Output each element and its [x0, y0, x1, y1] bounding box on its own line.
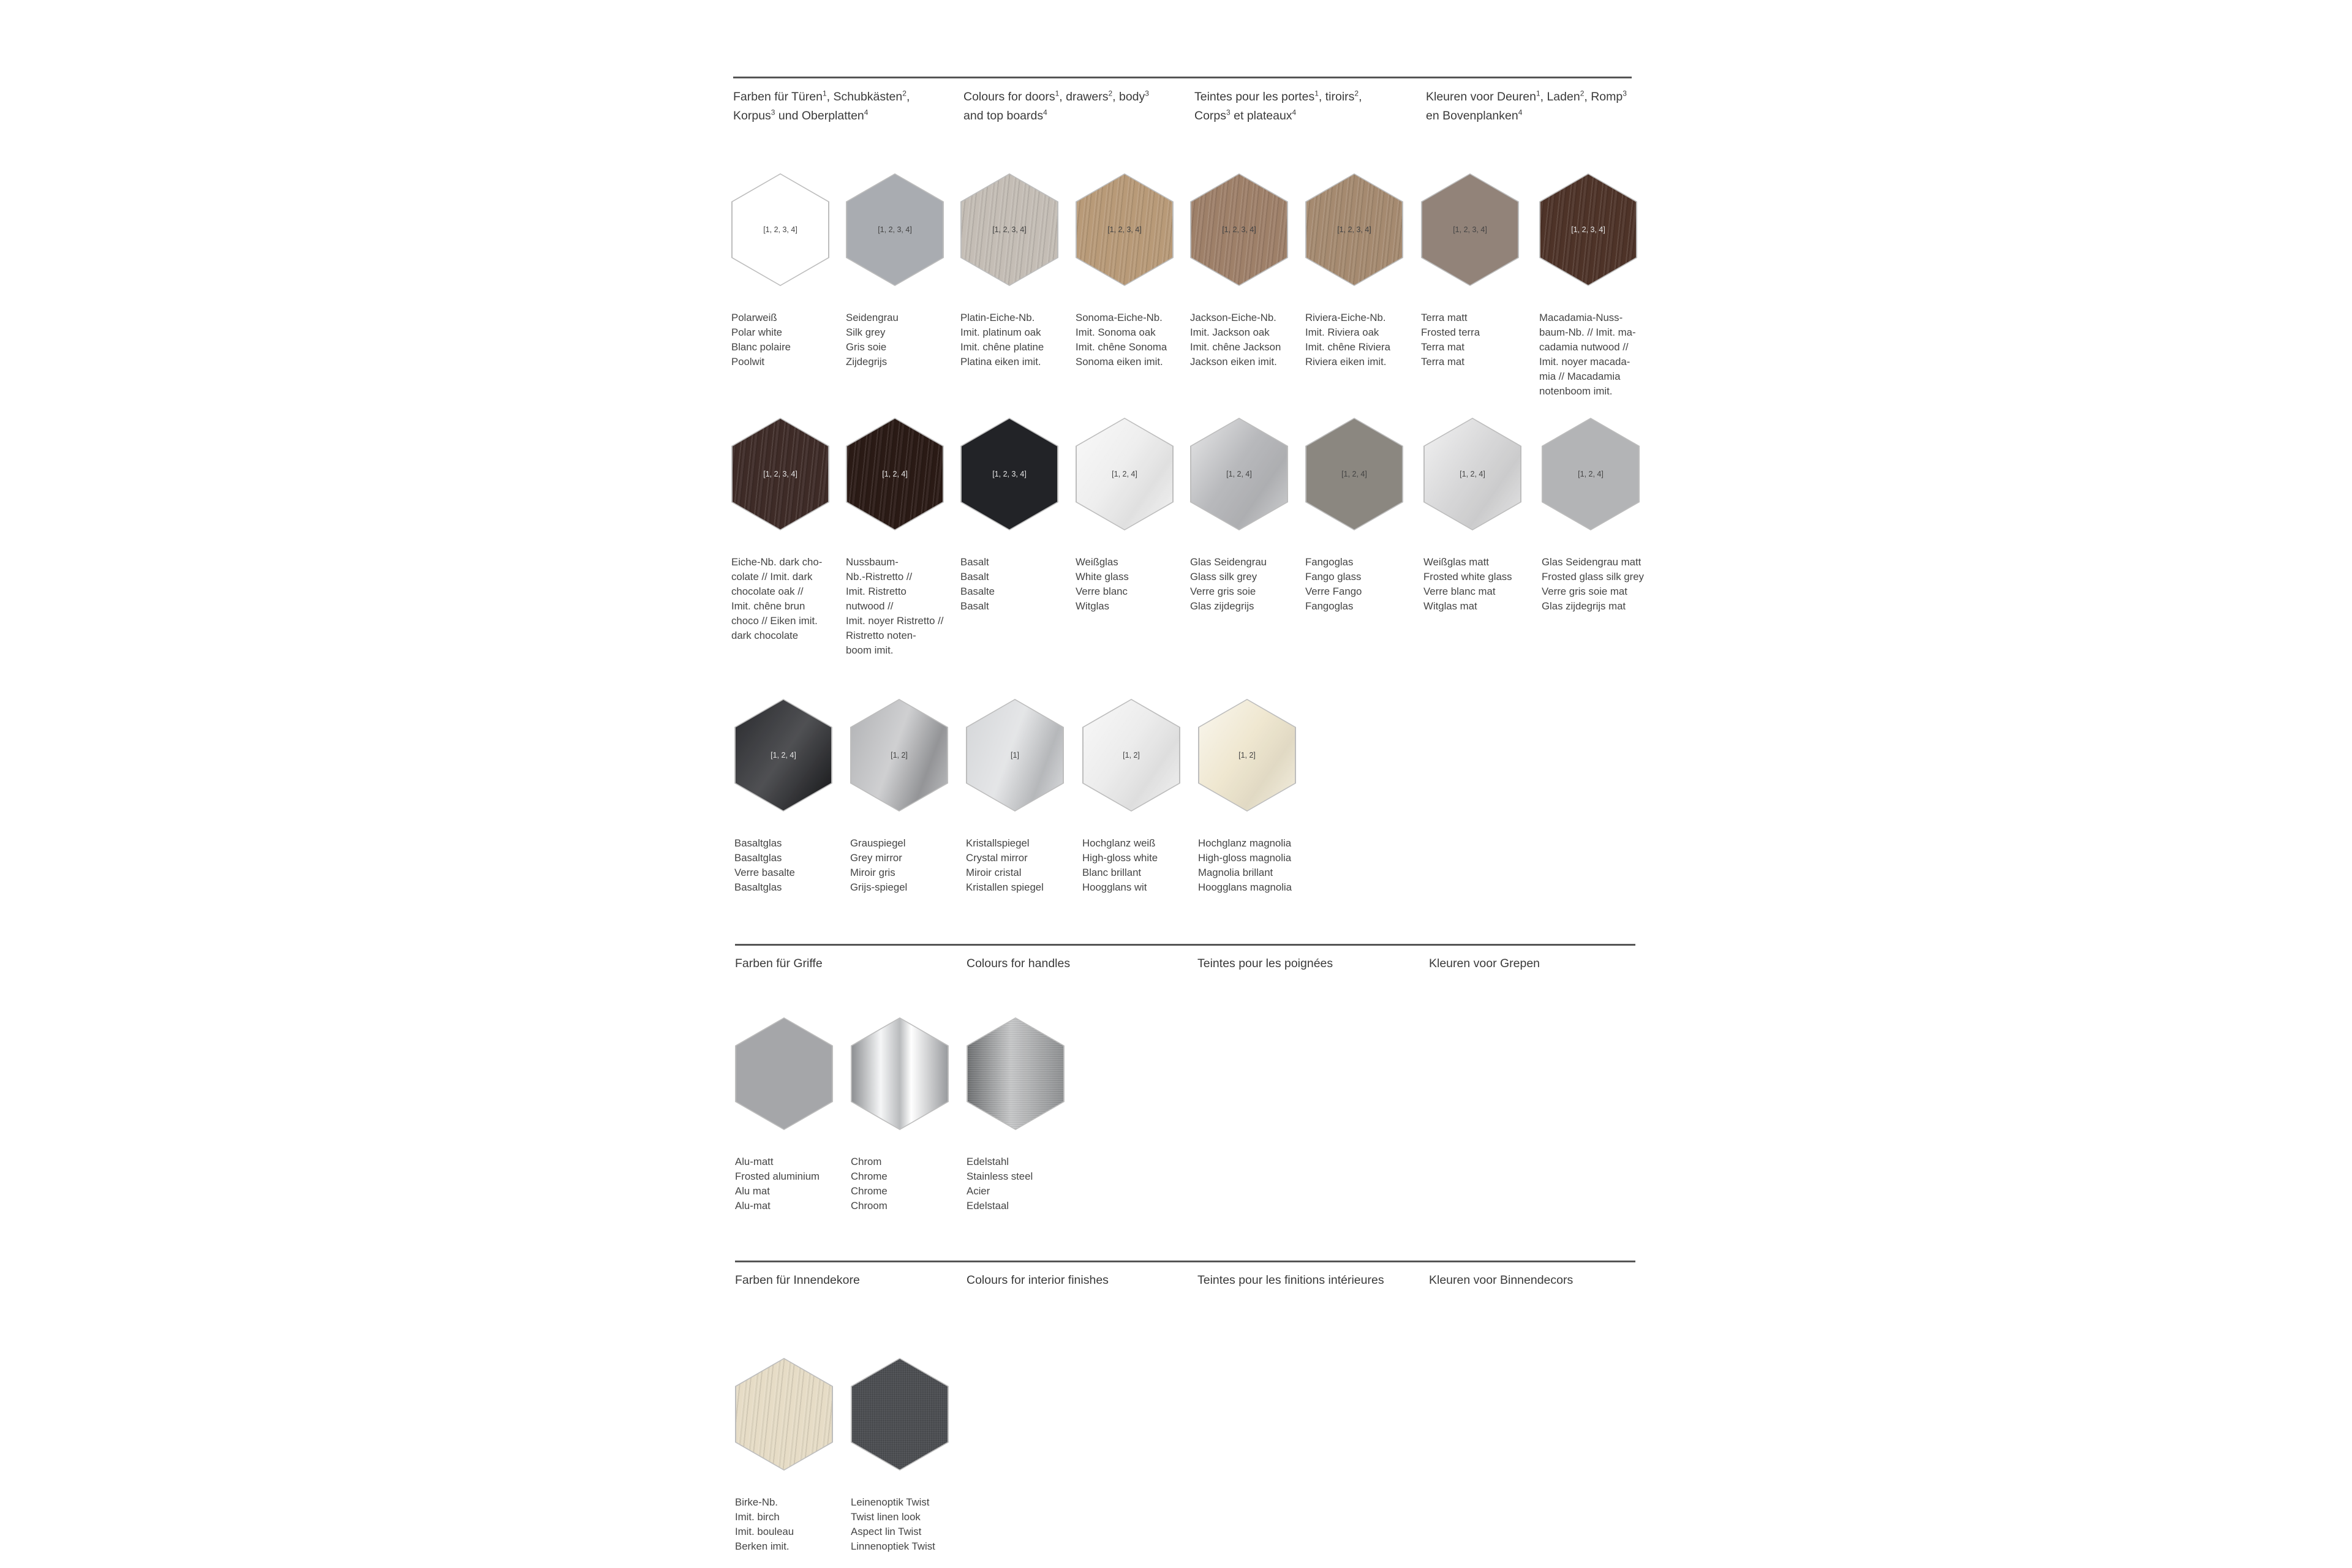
header-text: , Romp: [1584, 90, 1623, 104]
section-header-nl: [1426, 88, 1627, 126]
header-text: Teintes pour les poignées: [1197, 957, 1333, 970]
swatch-name-line: Imit. Ristretto: [846, 586, 907, 597]
colour-swatch: [1190, 173, 1291, 369]
header-text: Corps: [1194, 109, 1227, 123]
section-divider: [735, 1261, 1635, 1262]
swatch-name-line: Miroir gris: [850, 867, 895, 878]
swatch-names: [1421, 311, 1522, 369]
swatch-name-line: Grauspiegel: [850, 837, 906, 849]
hexagon-sample: [1076, 418, 1174, 530]
swatch-name-line: Fangoglas: [1305, 600, 1354, 612]
hexagon-sample: [731, 418, 829, 530]
swatch-name-line: Magnolia brillant: [1198, 867, 1273, 878]
header-text: Colours for doors: [963, 90, 1055, 104]
hexagon-sample: [960, 173, 1058, 286]
swatch-name-line: Imit. bouleau: [735, 1526, 794, 1537]
hexagon-sample: [967, 1017, 1065, 1130]
swatch-name-line: Riviera eiken imit.: [1305, 356, 1387, 368]
colour-swatch: [734, 699, 835, 895]
swatch-name-line: Birke-Nb.: [735, 1496, 778, 1508]
swatch-name-line: Terra mat: [1421, 356, 1464, 368]
header-text: , tiroirs: [1318, 90, 1355, 104]
hexagon-sample: [1190, 418, 1288, 530]
swatch-name-line: Twist linen look: [851, 1511, 921, 1523]
hexagon-fill: [736, 1359, 832, 1469]
swatch-name-line: Jackson eiken imit.: [1190, 356, 1277, 368]
colour-swatch: [846, 418, 947, 658]
footnote-marker: 1: [1055, 89, 1060, 98]
swatch-name-line: Sonoma-Eiche-Nb.: [1076, 312, 1163, 323]
swatch-name-line: Witglas mat: [1423, 600, 1477, 612]
footnote-marker: 2: [1108, 89, 1113, 98]
swatch-names: [735, 1495, 836, 1554]
swatch-name-line: Linnenoptiek Twist: [851, 1540, 935, 1552]
usage-code: [1, 2, 4]: [1112, 470, 1137, 478]
hexagon-sample: [735, 1017, 833, 1130]
swatch-name-line: Verre gris soie: [1190, 586, 1256, 597]
swatch-names: [1190, 311, 1291, 369]
swatch-name-line: Alu-mat: [735, 1200, 771, 1212]
hexagon-sample: [1076, 173, 1174, 286]
swatch-name-line: Basalt: [960, 571, 989, 582]
swatch-name-line: Polarweiß: [731, 312, 777, 323]
swatch-name-line: Grey mirror: [850, 852, 902, 864]
swatch-name-line: Imit. chêne Riviera: [1305, 341, 1390, 353]
footnote-marker: 3: [1145, 89, 1149, 98]
footnote-marker: 4: [1292, 108, 1297, 117]
swatch-name-line: Nb.-Ristretto //: [846, 571, 913, 582]
swatch-name-line: Edelstaal: [967, 1200, 1009, 1212]
swatch-name-line: Aspect lin Twist: [851, 1526, 922, 1537]
header-text: , Laden: [1540, 90, 1580, 104]
header-text: Colours for interior finishes: [967, 1273, 1109, 1287]
swatch-names: [1305, 555, 1406, 614]
swatch-names: [960, 311, 1061, 369]
swatch-name-line: Basaltglas: [734, 852, 782, 864]
usage-code: [1, 2]: [1123, 751, 1140, 760]
colour-swatch: [1082, 699, 1183, 895]
swatch-name-line: Zijdegrijs: [846, 356, 888, 368]
section-header-fr: [1197, 1271, 1384, 1290]
swatch-name-line: Glas Seidengrau: [1190, 556, 1267, 568]
swatch-name-line: Imit. Sonoma oak: [1076, 326, 1156, 338]
colour-swatch: [731, 173, 832, 369]
header-text: Farben für Innendekore: [735, 1273, 860, 1287]
swatch-name-line: Poolwit: [731, 356, 765, 368]
swatch-name-line: Chrome: [851, 1185, 888, 1197]
swatch-name-line: Berken imit.: [735, 1540, 790, 1552]
swatch-name-line: boom imit.: [846, 644, 894, 656]
section-header-de: [735, 954, 823, 973]
swatch-names: [850, 836, 951, 895]
colour-swatch: [1305, 418, 1406, 614]
usage-code: [1]: [1011, 751, 1019, 760]
usage-code: [1, 2, 4]: [1341, 470, 1367, 478]
hexagon-sample: [1539, 173, 1637, 286]
swatch-name-line: Gris soie: [846, 341, 887, 353]
swatch-name-line: Imit. platinum oak: [960, 326, 1041, 338]
swatch-name-line: Chroom: [851, 1200, 888, 1212]
usage-code: [1, 2, 3, 4]: [992, 470, 1027, 478]
swatch-name-line: Basaltglas: [734, 881, 782, 893]
usage-code: [1, 2, 3, 4]: [763, 470, 797, 478]
swatch-names: [735, 1155, 836, 1213]
hexagon-sample: [1082, 699, 1180, 812]
hexagon-fill: [852, 1019, 948, 1129]
colour-swatch: [960, 418, 1061, 614]
footnote-marker: 2: [1580, 89, 1585, 98]
header-text: Kleuren voor Grepen: [1429, 957, 1540, 970]
swatch-name-line: Blanc polaire: [731, 341, 791, 353]
usage-code: [1, 2]: [1238, 751, 1256, 760]
swatch-name-line: Leinenoptik Twist: [851, 1496, 930, 1508]
footnote-marker: 2: [1354, 89, 1359, 98]
swatch-name-line: Alu-matt: [735, 1156, 774, 1167]
swatch-name-line: nutwood //: [846, 600, 894, 612]
swatch-name-line: Imit. chêne brun: [731, 600, 805, 612]
swatch-names: [1423, 555, 1525, 614]
hexagon-sample: [731, 173, 829, 286]
hexagon-fill: [968, 1019, 1063, 1129]
footnote-marker: 1: [1536, 89, 1540, 98]
swatch-name-line: dark chocolate: [731, 630, 799, 641]
usage-code: [1, 2, 4]: [1460, 470, 1485, 478]
swatch-name-line: Basalt: [960, 600, 989, 612]
colour-swatch: [1423, 418, 1525, 614]
swatch-name-line: colate // Imit. dark: [731, 571, 813, 582]
swatch-name-line: Imit. birch: [735, 1511, 780, 1523]
footnote-marker: 4: [1043, 108, 1047, 117]
usage-code: [1, 2, 3, 4]: [1222, 225, 1256, 234]
swatch-name-line: Terra mat: [1421, 341, 1464, 353]
usage-code: [1, 2, 4]: [882, 470, 908, 478]
swatch-name-line: Stainless steel: [967, 1170, 1033, 1182]
usage-code: [1, 2, 3, 4]: [1107, 225, 1142, 234]
swatch-name-line: Hoogglans magnolia: [1198, 881, 1292, 893]
colour-swatch: [851, 1358, 952, 1554]
swatch-name-line: Frosted white glass: [1423, 571, 1512, 582]
section-header-nl: [1429, 1271, 1573, 1290]
hexagon-sample: [960, 418, 1058, 530]
hexagon-fill: [736, 1019, 832, 1129]
swatch-names: [846, 555, 947, 658]
swatch-names: [966, 836, 1067, 895]
swatch-name-line: High-gloss magnolia: [1198, 852, 1292, 864]
swatch-name-line: notenboom imit.: [1539, 385, 1613, 397]
hexagon-sample: [851, 1358, 949, 1471]
header-text: Colours for handles: [967, 957, 1071, 970]
header-text: en Bovenplanken: [1426, 109, 1518, 123]
header-text: and top boards: [963, 109, 1044, 123]
usage-code: [1, 2, 4]: [1226, 470, 1252, 478]
swatch-name-line: Edelstahl: [967, 1156, 1009, 1167]
swatch-names: [1076, 555, 1177, 614]
hexagon-sample: [735, 1358, 833, 1471]
swatch-name-line: Weißglas: [1076, 556, 1118, 568]
swatch-name-line: Basaltglas: [734, 837, 782, 849]
swatch-name-line: Frosted terra: [1421, 326, 1480, 338]
footnote-marker: 4: [1518, 108, 1523, 117]
usage-code: [1, 2, 3, 4]: [1453, 225, 1487, 234]
swatch-name-line: Hochglanz weiß: [1082, 837, 1156, 849]
swatch-names: [731, 555, 832, 643]
header-text: Farben für Griffe: [735, 957, 823, 970]
swatch-names: [1076, 311, 1177, 369]
usage-code: [1, 2, 3, 4]: [763, 225, 797, 234]
swatch-name-line: Imit. chêne Jackson: [1190, 341, 1281, 353]
swatch-name-line: Glas Seidengrau matt: [1542, 556, 1642, 568]
header-text: , Schubkästen: [826, 90, 903, 104]
swatch-name-line: chocolate oak //: [731, 586, 804, 597]
swatch-name-line: Witglas: [1076, 600, 1110, 612]
swatch-name-line: Basalte: [960, 586, 995, 597]
swatch-name-line: Fangoglas: [1305, 556, 1354, 568]
swatch-name-line: Alu mat: [735, 1185, 770, 1197]
swatch-name-line: Verre gris soie mat: [1542, 586, 1627, 597]
colour-swatch: [731, 418, 832, 643]
hexagon-sample: [734, 699, 832, 812]
hexagon-fill: [852, 1359, 948, 1469]
colour-swatch: [1305, 173, 1406, 369]
swatch-names: [1082, 836, 1183, 895]
swatch-name-line: Glass silk grey: [1190, 571, 1257, 582]
swatch-name-line: Verre blanc: [1076, 586, 1128, 597]
swatch-name-line: Acier: [967, 1185, 990, 1197]
hexagon-sample: [1421, 173, 1519, 286]
footnote-marker: 3: [1226, 108, 1231, 117]
hexagon-sample: [850, 699, 948, 812]
header-text: Teintes pour les finitions intérieures: [1197, 1273, 1384, 1287]
swatch-name-line: Grijs-spiegel: [850, 881, 908, 893]
header-text: Kleuren voor Deuren: [1426, 90, 1536, 104]
swatch-name-line: Frosted glass silk grey: [1542, 571, 1644, 582]
swatch-name-line: Fango glass: [1305, 571, 1362, 582]
header-text: Korpus: [733, 109, 771, 123]
swatch-name-line: Sonoma eiken imit.: [1076, 356, 1163, 368]
swatch-names: [960, 555, 1061, 614]
swatch-names: [1198, 836, 1299, 895]
colour-swatch: [735, 1017, 836, 1213]
swatch-names: [1305, 311, 1406, 369]
colour-swatch: [966, 699, 1067, 895]
swatch-name-line: White glass: [1076, 571, 1129, 582]
section-divider: [735, 944, 1635, 946]
swatch-name-line: Hochglanz magnolia: [1198, 837, 1292, 849]
swatch-name-line: Eiche-Nb. dark cho-: [731, 556, 823, 568]
colour-swatch: [1076, 418, 1177, 614]
usage-code: [1, 2, 4]: [1578, 470, 1604, 478]
usage-code: [1, 2, 3, 4]: [1571, 225, 1605, 234]
hexagon-sample: [846, 173, 944, 286]
swatch-names: [1542, 555, 1643, 614]
colour-swatch: [1198, 699, 1299, 895]
usage-code: [1, 2, 3, 4]: [1337, 225, 1371, 234]
swatch-name-line: Silk grey: [846, 326, 886, 338]
colour-swatch: [960, 173, 1061, 369]
colour-swatch: [1421, 173, 1522, 369]
swatch-name-line: mia // Macadamia: [1539, 371, 1621, 382]
swatch-names: [851, 1155, 952, 1213]
header-text: Kleuren voor Binnendecors: [1429, 1273, 1574, 1287]
section-header-nl: [1429, 954, 1540, 973]
swatch-name-line: Macadamia-Nuss-: [1539, 312, 1623, 323]
swatch-name-line: Nussbaum-: [846, 556, 899, 568]
hexagon-sample: [846, 418, 944, 530]
swatch-name-line: Platin-Eiche-Nb.: [960, 312, 1035, 323]
swatch-name-line: Imit. Jackson oak: [1190, 326, 1270, 338]
colour-swatch: [850, 699, 951, 895]
swatch-name-line: Terra matt: [1421, 312, 1468, 323]
footnote-marker: 1: [1314, 89, 1319, 98]
header-text: und Oberplatten: [775, 109, 864, 123]
swatch-name-line: Verre blanc mat: [1423, 586, 1496, 597]
hexagon-sample: [1305, 173, 1403, 286]
section-header-de: [735, 1271, 860, 1290]
swatch-name-line: Verre basalte: [734, 867, 795, 878]
swatch-name-line: Imit. chêne platine: [960, 341, 1044, 353]
swatch-name-line: Ristretto noten-: [846, 630, 916, 641]
swatch-names: [1190, 555, 1291, 614]
header-text: , drawers: [1059, 90, 1109, 104]
swatch-name-line: Chrome: [851, 1170, 888, 1182]
swatch-name-line: choco // Eiken imit.: [731, 615, 818, 627]
colour-swatch: [846, 173, 947, 369]
hexagon-sample: [851, 1017, 949, 1130]
section-header-en: [967, 1271, 1109, 1290]
usage-code: [1, 2, 3, 4]: [878, 225, 912, 234]
swatch-name-line: Kristallspiegel: [966, 837, 1030, 849]
swatch-names: [851, 1495, 952, 1554]
colour-swatch: [1076, 173, 1177, 369]
colour-swatch: [1542, 418, 1643, 614]
swatch-name-line: Glas zijdegrijs mat: [1542, 600, 1626, 612]
hexagon-sample: [1198, 699, 1296, 812]
footnote-marker: 1: [822, 89, 827, 98]
swatch-name-line: Imit. noyer macada-: [1539, 356, 1630, 368]
header-text: et plateaux: [1230, 109, 1292, 123]
usage-code: [1, 2, 4]: [771, 751, 796, 760]
hexagon-sample: [1190, 173, 1288, 286]
colour-swatch: [851, 1017, 952, 1213]
swatch-name-line: Blanc brillant: [1082, 867, 1142, 878]
usage-code: [1, 2, 3, 4]: [992, 225, 1027, 234]
colour-swatch: [1539, 173, 1640, 399]
swatch-name-line: Imit. Riviera oak: [1305, 326, 1379, 338]
swatch-name-line: Miroir cristal: [966, 867, 1022, 878]
section-header-en: [963, 88, 1149, 126]
section-header-fr: [1194, 88, 1362, 126]
swatch-names: [1539, 311, 1640, 399]
section-divider: [733, 77, 1632, 78]
section-header-en: [967, 954, 1070, 973]
hexagon-sample: [966, 699, 1064, 812]
header-text: ,: [906, 90, 910, 104]
hexagon-sample: [1305, 418, 1403, 530]
header-text: Farben für Türen: [733, 90, 823, 104]
swatch-name-line: baum-Nb. // Imit. ma-: [1539, 326, 1636, 338]
swatch-name-line: Crystal mirror: [966, 852, 1028, 864]
swatch-name-line: Hoogglans wit: [1082, 881, 1147, 893]
swatch-name-line: Polar white: [731, 326, 783, 338]
footnote-marker: 4: [864, 108, 869, 117]
footnote-marker: 2: [902, 89, 907, 98]
swatch-name-line: Imit. noyer Ristretto //: [846, 615, 944, 627]
header-text: , body: [1112, 90, 1145, 104]
swatch-name-line: Verre Fango: [1305, 586, 1362, 597]
swatch-name-line: Jackson-Eiche-Nb.: [1190, 312, 1276, 323]
swatch-name-line: Seidengrau: [846, 312, 899, 323]
section-header-de: [733, 88, 910, 126]
swatch-name-line: Kristallen spiegel: [966, 881, 1044, 893]
swatch-name-line: Chrom: [851, 1156, 882, 1167]
colour-swatch: [735, 1358, 836, 1554]
swatch-name-line: Basalt: [960, 556, 989, 568]
colour-swatch: [1190, 418, 1291, 614]
header-text: ,: [1359, 90, 1362, 104]
usage-code: [1, 2]: [891, 751, 908, 760]
swatch-names: [846, 311, 947, 369]
colour-swatch: [967, 1017, 1068, 1213]
swatch-name-line: Imit. chêne Sonoma: [1076, 341, 1167, 353]
header-text: Teintes pour les portes: [1194, 90, 1315, 104]
swatch-name-line: Platina eiken imit.: [960, 356, 1041, 368]
swatch-name-line: High-gloss white: [1082, 852, 1158, 864]
swatch-name-line: Weißglas matt: [1423, 556, 1489, 568]
footnote-marker: 3: [771, 108, 775, 117]
swatch-names: [734, 836, 835, 895]
footnote-marker: 3: [1623, 89, 1627, 98]
swatch-name-line: Riviera-Eiche-Nb.: [1305, 312, 1386, 323]
section-header-fr: [1197, 954, 1333, 973]
hexagon-sample: [1542, 418, 1640, 530]
hexagon-sample: [1423, 418, 1521, 530]
swatch-names: [731, 311, 832, 369]
swatch-names: [967, 1155, 1068, 1213]
swatch-name-line: cadamia nutwood //: [1539, 341, 1629, 353]
swatch-name-line: Frosted aluminium: [735, 1170, 820, 1182]
swatch-name-line: Glas zijdegrijs: [1190, 600, 1254, 612]
